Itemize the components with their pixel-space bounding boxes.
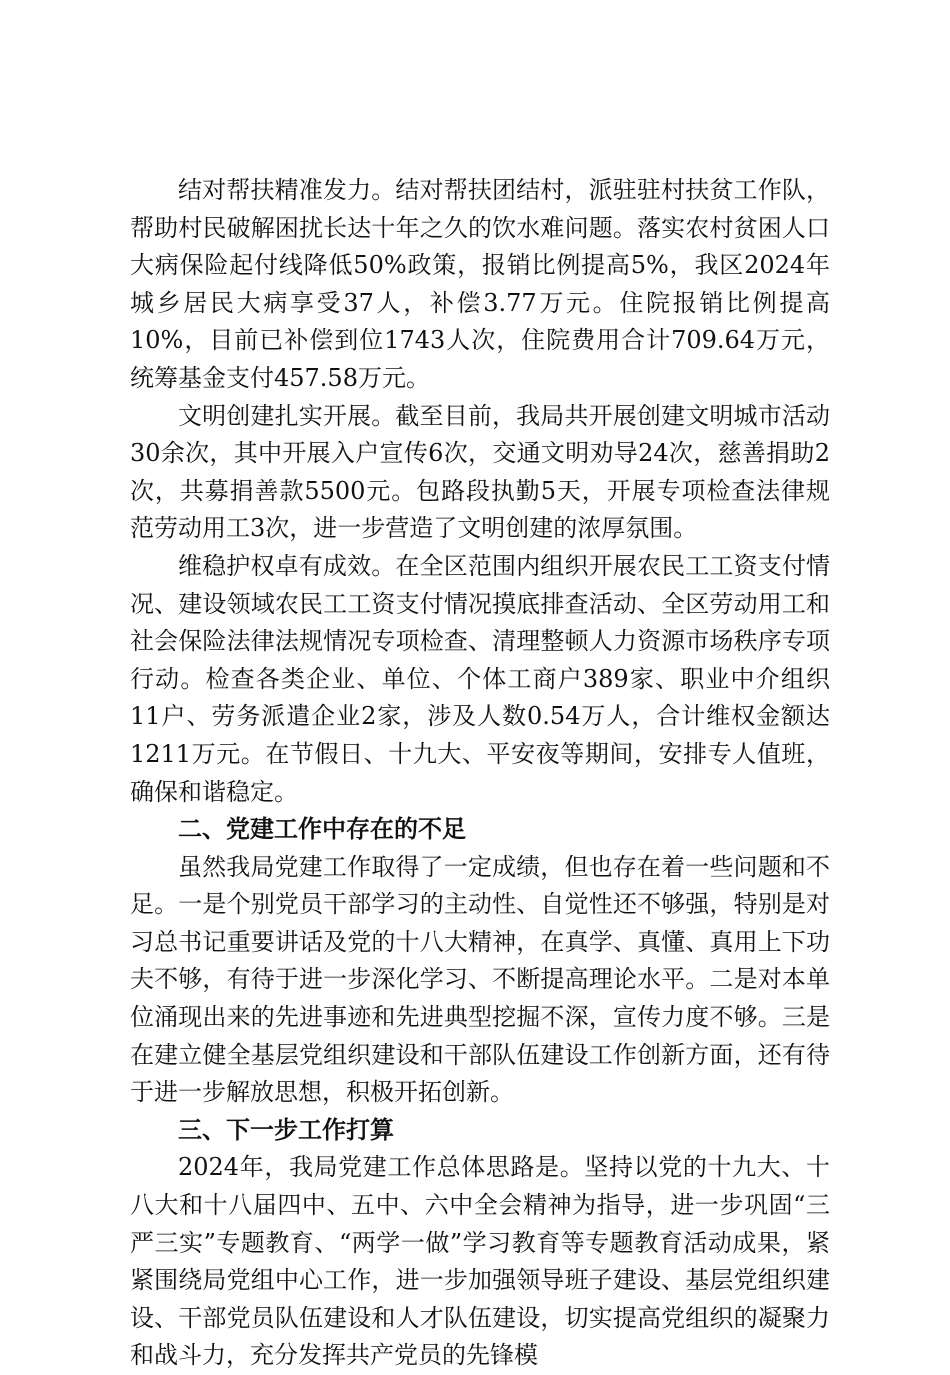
document-body xyxy=(130,172,830,1375)
section-heading-next-steps: 三、下一步工作打算 xyxy=(178,1115,394,1144)
paragraph-next-steps: 2024年，我局党建工作总体思路是。坚持以党的十九大、十八大和十八届四中、五中、六中全会精神为指导，进一步巩固“三严三实”专题教育、“两学一做”学习教育等专题教育活动成果，紧紧围绕局党组中心工作，进一步加强领导班子建设、基层党组织建设、干部党员队伍建设和人才队伍建设，切实提高党组织的凝聚力和战斗力，充分发挥共产党员的先锋模 xyxy=(130,1153,830,1370)
paragraph-poverty-alleviation: 结对帮扶精准发力。结对帮扶团结村，派驻驻村扶贫工作队，帮助村民破解困扰长达十年之久的饮水难问题。落实农村贫困人口大病保险起付线降低50%政策，报销比例提高5%，我区2024年城乡居民大病享受37人，补偿3.77万元。住院报销比例提高10%，目前已补偿到位1743人次，住院费用合计709.64万元，统筹基金支付457.58万元。 xyxy=(130,176,830,392)
paragraph-civilization-building: 文明创建扎实开展。截至目前，我局共开展创建文明城市活动30余次，其中开展入户宣传6次，交通文明劝导24次，慈善捐助2次，共募捐善款5500元。包路段执勤5天，开展专项检查法律规范劳动用工3次，进一步营造了文明创建的浓厚氛围。 xyxy=(130,401,830,543)
paragraph-rights-protection: 维稳护权卓有成效。在全区范围内组织开展农民工工资支付情况、建设领域农民工工资支付情况摸底排查活动、全区劳动用工和社会保险法律法规情况专项检查、清理整顿人力资源市场秩序专项行动。检查各类企业、单位、个体工商户389家、职业中介组织11户、劳务派遣企业2家，涉及人数0.54万人，合计维权金额达1211万元。在节假日、十九大、平安夜等期间，安排专人值班，确保和谐稳定。 xyxy=(130,551,830,806)
paragraph-shortcomings: 虽然我局党建工作取得了一定成绩，但也存在着一些问题和不足。一是个别党员干部学习的主动性、自觉性还不够强，特别是对习总书记重要讲话及党的十八大精神，在真学、真懂、真用上下功夫不够，有待于进一步深化学习、不断提高理论水平。二是对本单位涌现出来的先进事迹和先进典型挖掘不深，宣传力度不够。三是在建立健全基层党组织建设和干部队伍建设工作创新方面，还有待于进一步解放思想，积极开拓创新。 xyxy=(130,852,830,1107)
section-heading-shortcomings: 二、党建工作中存在的不足 xyxy=(178,815,466,844)
